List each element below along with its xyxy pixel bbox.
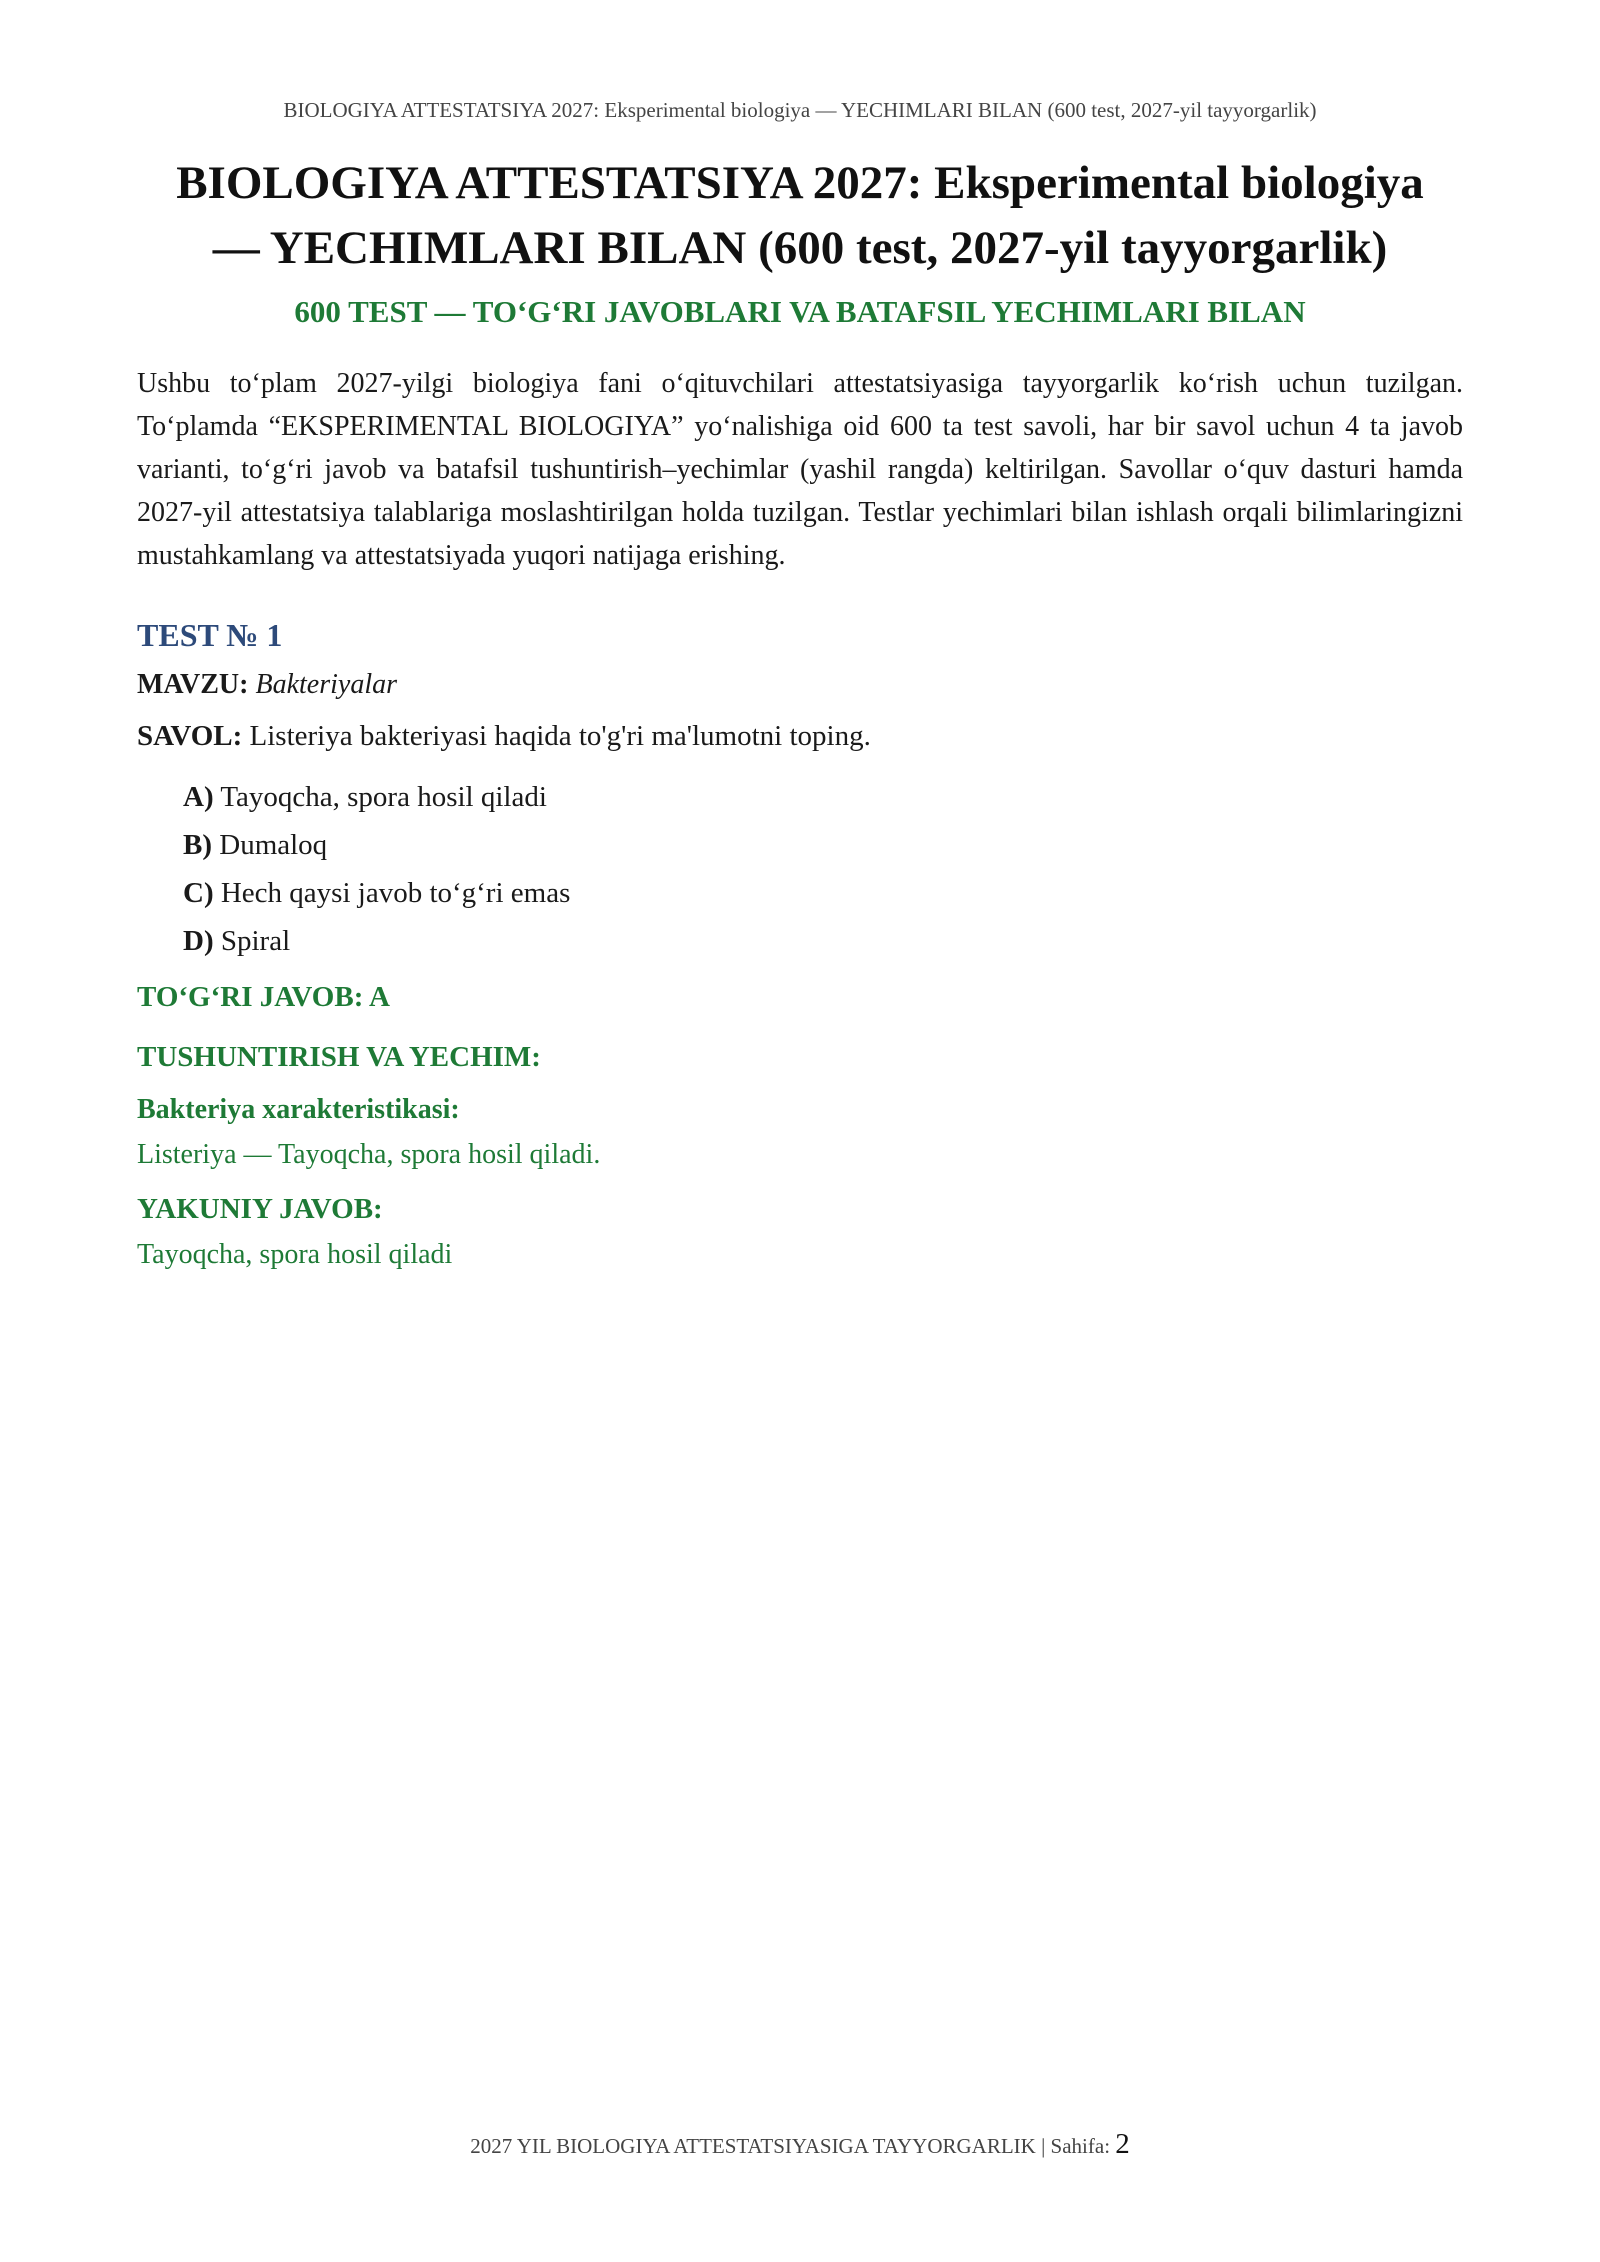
footer-text: 2027 YIL BIOLOGIYA ATTESTATSIYASIGA TAYYORGARLIK xyxy=(470,2134,1036,2158)
topic-line xyxy=(137,665,1463,705)
document-title xyxy=(137,150,1463,280)
test-heading: TEST № 1 xyxy=(137,617,283,653)
option-text: Hech qaysi javob to‘g‘ri emas xyxy=(220,877,571,909)
topic-label: MAVZU: xyxy=(137,669,249,700)
option-text: Dumaloq xyxy=(219,829,328,861)
question-label: SAVOL: xyxy=(137,720,243,752)
intro-paragraph: Ushbu to‘plam 2027-yilgi biologiya fani o‘qituvchilari attestatsiyasiga tayyorgarlik ko‘rish uchun tuzilgan. To‘plamda “EKSPERIMENTAL BIOLOGIYA” yo‘nalishiga oid 600 ta test savoli, har bir savol uchun 4 ta javob varianti, to‘g‘ri javob va batafsil tushuntirish–yechimlar (yashil rangda) keltirilgan. Savollar o‘quv dasturi hamda 2027-yil attestatsiya talablariga moslashtirilgan holda tuzilgan. Testlar yechimlari bilan ishlash orqali bilimlaringizni mustahkamlang va attestatsiyada yuqori natijaga erishing. xyxy=(137,368,1463,571)
option-c xyxy=(183,869,1463,917)
explanation-subheading: Bakteriya xarakteristikasi: xyxy=(137,1094,460,1125)
option-text: Tayoqcha, spora hosil qiladi xyxy=(220,781,547,813)
option-letter: C) xyxy=(183,877,214,909)
correct-answer: TO‘G‘RI JAVOB: A xyxy=(137,981,390,1013)
question-text: Listeriya bakteriyasi haqida to'g'ri ma'lumotni toping. xyxy=(249,720,871,752)
document-subtitle: 600 TEST — TO‘G‘RI JAVOBLARI VA BATAFSIL YECHIMLARI BILAN xyxy=(294,294,1306,329)
title-line-2: — YECHIMLARI BILAN (600 test, 2027-yil tayyorgarlik) xyxy=(212,222,1388,274)
explanation-text: Listeriya — Tayoqcha, spora hosil qiladi. xyxy=(137,1139,601,1170)
explanation-heading: TUSHUNTIRISH VA YECHIM: xyxy=(137,1041,541,1073)
option-a xyxy=(183,773,1463,821)
option-b xyxy=(183,821,1463,869)
footer-separator: | xyxy=(1041,2134,1046,2158)
option-letter: D) xyxy=(183,925,214,957)
option-letter: A) xyxy=(183,781,214,813)
title-line-1: BIOLOGIYA ATTESTATSIYA 2027: Eksperimental biologiya xyxy=(176,157,1424,209)
running-header: BIOLOGIYA ATTESTATSIYA 2027: Eksperimental biologiya — YECHIMLARI BILAN (600 test, 2027-yil tayyorgarlik) xyxy=(283,98,1317,122)
option-letter: B) xyxy=(183,829,212,861)
option-text: Spiral xyxy=(220,925,291,957)
final-answer-heading: YAKUNIY JAVOB: xyxy=(137,1193,383,1225)
main-content xyxy=(137,150,1463,1275)
running-footer xyxy=(0,2128,1600,2161)
page-number: 2 xyxy=(1115,2128,1130,2160)
option-d xyxy=(183,917,1463,965)
footer-page-label: Sahifa: xyxy=(1050,2134,1111,2158)
question-line xyxy=(137,715,1463,757)
topic-value: Bakteriyalar xyxy=(255,669,398,700)
final-answer-text: Tayoqcha, spora hosil qiladi xyxy=(137,1239,453,1270)
answer-options xyxy=(137,773,1463,965)
